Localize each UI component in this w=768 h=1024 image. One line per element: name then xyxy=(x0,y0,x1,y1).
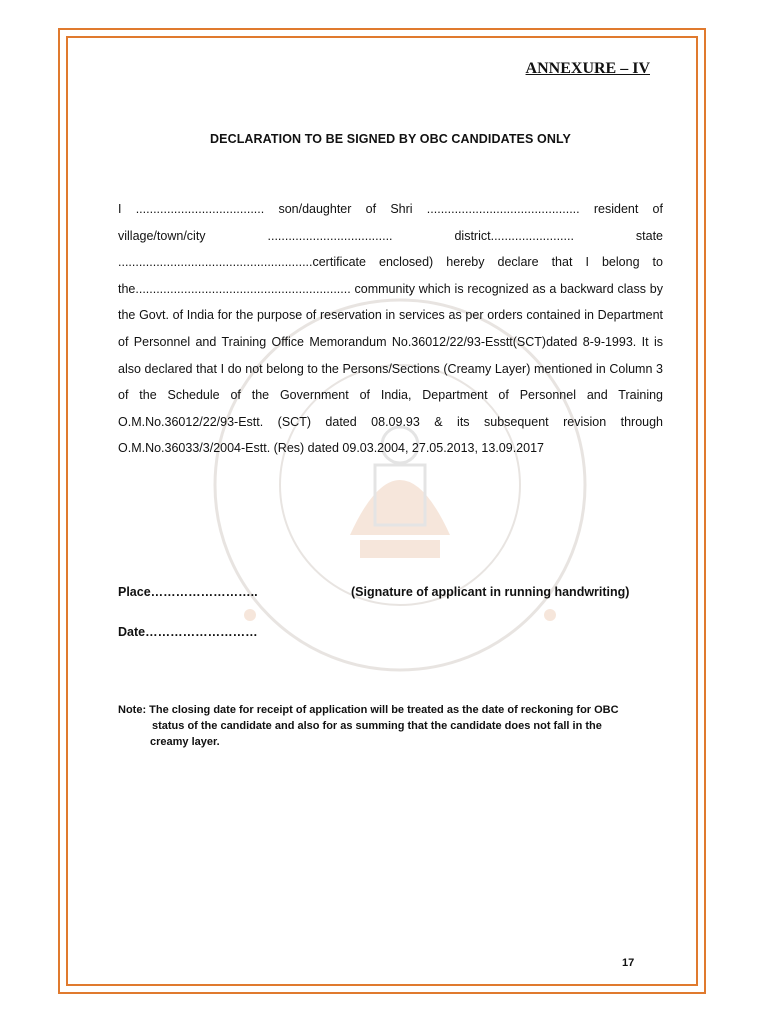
note-line-2: status of the candidate and also for as summing that the candidate does not fall in the xyxy=(152,720,602,732)
page-number: 17 xyxy=(622,957,635,969)
declaration-heading: DECLARATION TO BE SIGNED BY OBC CANDIDATES ONLY xyxy=(210,132,571,146)
annexure-label: ANNEXURE – IV xyxy=(525,60,650,77)
note-line-1: Note: The closing date for receipt of application will be treated as the date of reckoning for OBC xyxy=(118,704,619,716)
note-block xyxy=(118,702,658,750)
place-field: Place…………………….. xyxy=(118,585,258,599)
date-field: Date……………………… xyxy=(118,625,258,639)
signature-field: (Signature of applicant in running handwriting) xyxy=(351,585,630,599)
note-line-3: creamy layer. xyxy=(150,736,220,748)
declaration-body: I ..................................... son/daughter of Shri ............................................ resident of village/town/city .................................... district........................ state ........................................................certificate enclosed) hereby declare that I belong to the.............................................................. community which is recognized as a backward class by the Govt. of India for the purpose of reservation in services as per orders contained in Department of Personnel and Training Office Memorandum No.36012/22/93-Esstt(SCT)dated 8-9-1993. It is also declared that I do not belong to the Persons/Sections (Creamy Layer) mentioned in Column 3 of the Schedule of the Government of India, Department of Personnel and Training O.M.No.36012/22/93-Estt. (SCT) dated 08.09.93 & its subsequent revision through O.M.No.36033/3/2004-Estt. (Res) dated 09.03.2004, 27.05.2013, 13.09.2017 xyxy=(118,202,663,456)
